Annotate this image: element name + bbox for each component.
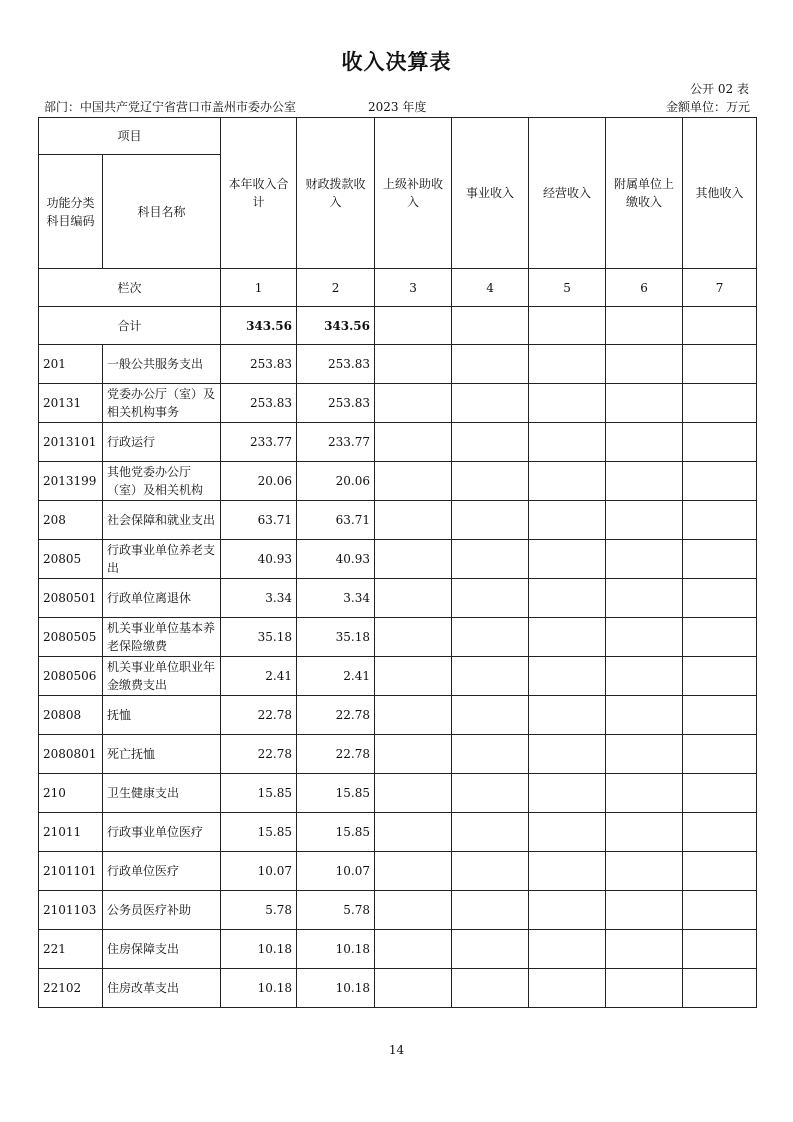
- subject-code: 201: [39, 345, 103, 384]
- empty-cell: [683, 501, 757, 540]
- subject-name: [103, 735, 221, 774]
- empty-cell: [529, 345, 606, 384]
- header-row-project: [39, 118, 757, 155]
- income-total: 10.18: [221, 969, 297, 1008]
- subject-name: [103, 384, 221, 423]
- total-fiscal: 343.56: [297, 307, 375, 345]
- table-row: [39, 579, 757, 618]
- subject-name-text: 行政事业单位养老支出: [107, 543, 216, 575]
- subject-name-text: 行政运行: [107, 435, 156, 449]
- empty-cell: [375, 579, 452, 618]
- subject-code: 2101101: [39, 852, 103, 891]
- empty-cell: [683, 423, 757, 462]
- meta-line: [44, 98, 750, 114]
- empty-cell: [606, 307, 683, 345]
- income-total: 253.83: [221, 345, 297, 384]
- empty-cell: [529, 579, 606, 618]
- empty-cell: [606, 462, 683, 501]
- fiscal-income: 2.41: [297, 657, 375, 696]
- empty-cell: [452, 969, 529, 1008]
- empty-cell: [375, 969, 452, 1008]
- empty-cell: [683, 384, 757, 423]
- empty-cell: [375, 852, 452, 891]
- empty-cell: [452, 423, 529, 462]
- table-row: [39, 423, 757, 462]
- empty-cell: [683, 891, 757, 930]
- subject-name: [103, 813, 221, 852]
- income-total: 10.18: [221, 930, 297, 969]
- income-total: 20.06: [221, 462, 297, 501]
- header-col-3: 上级补助收入: [375, 118, 452, 269]
- empty-cell: [452, 618, 529, 657]
- fiscal-income: 10.18: [297, 969, 375, 1008]
- subject-code: 2013101: [39, 423, 103, 462]
- table-row: [39, 891, 757, 930]
- empty-cell: [683, 969, 757, 1008]
- empty-cell: [606, 930, 683, 969]
- subject-name: [103, 930, 221, 969]
- header-col-5: 经营收入: [529, 118, 606, 269]
- empty-cell: [606, 852, 683, 891]
- subject-name-text: 机关事业单位职业年金缴费支出: [107, 660, 216, 692]
- empty-cell: [606, 423, 683, 462]
- subject-name: [103, 657, 221, 696]
- subject-code: 21011: [39, 813, 103, 852]
- empty-cell: [683, 345, 757, 384]
- income-total: 40.93: [221, 540, 297, 579]
- table-row: [39, 618, 757, 657]
- fiscal-income: 35.18: [297, 618, 375, 657]
- subject-code: 2080505: [39, 618, 103, 657]
- fiscal-income: 20.06: [297, 462, 375, 501]
- column-number-row: [39, 269, 757, 307]
- empty-cell: [683, 579, 757, 618]
- subject-code: 2080506: [39, 657, 103, 696]
- empty-cell: [452, 384, 529, 423]
- year-label: 2023 年度: [368, 100, 427, 114]
- empty-cell: [529, 384, 606, 423]
- empty-cell: [375, 345, 452, 384]
- subject-name-text: 党委办公厅（室）及相关机构事务: [107, 387, 216, 419]
- empty-cell: [606, 618, 683, 657]
- fiscal-income: 22.78: [297, 696, 375, 735]
- empty-cell: [452, 852, 529, 891]
- empty-cell: [529, 774, 606, 813]
- income-total: 233.77: [221, 423, 297, 462]
- subject-code: 2101103: [39, 891, 103, 930]
- empty-cell: [529, 852, 606, 891]
- empty-cell: [606, 891, 683, 930]
- empty-cell: [606, 813, 683, 852]
- table-row: [39, 540, 757, 579]
- empty-cell: [683, 774, 757, 813]
- col-number: 6: [606, 269, 683, 307]
- empty-cell: [529, 696, 606, 735]
- header-col-4: 事业收入: [452, 118, 529, 269]
- empty-cell: [606, 345, 683, 384]
- empty-cell: [452, 501, 529, 540]
- header-col-2: 财政拨款收入: [297, 118, 375, 269]
- fiscal-income: 3.34: [297, 579, 375, 618]
- empty-cell: [683, 930, 757, 969]
- table-row: [39, 501, 757, 540]
- table-row: [39, 657, 757, 696]
- empty-cell: [452, 696, 529, 735]
- empty-cell: [452, 657, 529, 696]
- empty-cell: [452, 930, 529, 969]
- fiscal-income: 10.07: [297, 852, 375, 891]
- table-row: [39, 969, 757, 1008]
- income-total: 253.83: [221, 384, 297, 423]
- empty-cell: [375, 618, 452, 657]
- subject-code: 210: [39, 774, 103, 813]
- income-total: 63.71: [221, 501, 297, 540]
- empty-cell: [606, 501, 683, 540]
- income-total: 15.85: [221, 813, 297, 852]
- empty-cell: [683, 735, 757, 774]
- col-number: 3: [375, 269, 452, 307]
- income-table: [38, 117, 757, 1008]
- col-number: 5: [529, 269, 606, 307]
- subject-code: 20131: [39, 384, 103, 423]
- empty-cell: [606, 579, 683, 618]
- subject-code: 20808: [39, 696, 103, 735]
- subject-name: [103, 852, 221, 891]
- unit-label: 金额单位：万元: [665, 100, 750, 114]
- empty-cell: [529, 423, 606, 462]
- subject-name-text: 抚恤: [107, 708, 132, 722]
- empty-cell: [375, 423, 452, 462]
- empty-cell: [683, 540, 757, 579]
- subject-name-text: 住房保障支出: [107, 942, 180, 956]
- subject-name-text: 公务员医疗补助: [107, 903, 192, 917]
- col-number: 7: [683, 269, 757, 307]
- empty-cell: [529, 813, 606, 852]
- income-total: 22.78: [221, 696, 297, 735]
- empty-cell: [529, 891, 606, 930]
- table-row: [39, 696, 757, 735]
- empty-cell: [529, 969, 606, 1008]
- empty-cell: [529, 657, 606, 696]
- empty-cell: [683, 462, 757, 501]
- fiscal-income: 233.77: [297, 423, 375, 462]
- table-row: [39, 345, 757, 384]
- empty-cell: [375, 501, 452, 540]
- income-total: 22.78: [221, 735, 297, 774]
- empty-cell: [452, 813, 529, 852]
- page-number: 14: [388, 1043, 405, 1057]
- subject-name-text: 行政单位离退休: [107, 591, 192, 605]
- empty-cell: [683, 307, 757, 345]
- subject-code: 2080801: [39, 735, 103, 774]
- table-row: [39, 930, 757, 969]
- col-number: 4: [452, 269, 529, 307]
- empty-cell: [683, 657, 757, 696]
- empty-cell: [606, 969, 683, 1008]
- empty-cell: [452, 307, 529, 345]
- fiscal-income: 253.83: [297, 345, 375, 384]
- empty-cell: [529, 618, 606, 657]
- empty-cell: [452, 579, 529, 618]
- fiscal-income: 15.85: [297, 774, 375, 813]
- income-total: 5.78: [221, 891, 297, 930]
- subject-name: [103, 462, 221, 501]
- subject-code: 2013199: [39, 462, 103, 501]
- empty-cell: [606, 696, 683, 735]
- table-row: [39, 774, 757, 813]
- empty-cell: [606, 735, 683, 774]
- department-label: 部门：中国共产党辽宁省营口市盖州市委办公室: [44, 100, 297, 114]
- col-number: 2: [297, 269, 375, 307]
- empty-cell: [375, 774, 452, 813]
- empty-cell: [452, 540, 529, 579]
- empty-cell: [529, 501, 606, 540]
- subject-name-text: 机关事业单位基本养老保险缴费: [107, 621, 216, 653]
- subject-name: [103, 501, 221, 540]
- empty-cell: [375, 307, 452, 345]
- fiscal-income: 22.78: [297, 735, 375, 774]
- empty-cell: [375, 891, 452, 930]
- income-total: 35.18: [221, 618, 297, 657]
- empty-cell: [529, 930, 606, 969]
- empty-cell: [375, 813, 452, 852]
- table-row: [39, 735, 757, 774]
- fiscal-income: 40.93: [297, 540, 375, 579]
- fiscal-income: 63.71: [297, 501, 375, 540]
- empty-cell: [452, 462, 529, 501]
- subject-name: [103, 618, 221, 657]
- subject-name: [103, 579, 221, 618]
- empty-cell: [529, 735, 606, 774]
- income-total: 2.41: [221, 657, 297, 696]
- subject-name: [103, 345, 221, 384]
- empty-cell: [452, 735, 529, 774]
- header-col-1: 本年收入合计: [221, 118, 297, 269]
- subject-name-text: 行政单位医疗: [107, 864, 180, 878]
- subject-name: [103, 540, 221, 579]
- subject-code: 221: [39, 930, 103, 969]
- subject-code: 208: [39, 501, 103, 540]
- empty-cell: [375, 384, 452, 423]
- empty-cell: [375, 540, 452, 579]
- empty-cell: [375, 696, 452, 735]
- subject-name-text: 其他党委办公厅（室）及相关机构: [107, 465, 204, 497]
- empty-cell: [683, 696, 757, 735]
- header-col-7: 其他收入: [683, 118, 757, 269]
- income-total: 3.34: [221, 579, 297, 618]
- fiscal-income: 10.18: [297, 930, 375, 969]
- data-rows: [39, 345, 757, 1008]
- table-row: [39, 384, 757, 423]
- subject-name: [103, 891, 221, 930]
- empty-cell: [529, 540, 606, 579]
- subject-code: 22102: [39, 969, 103, 1008]
- empty-cell: [375, 735, 452, 774]
- empty-cell: [683, 813, 757, 852]
- empty-cell: [452, 774, 529, 813]
- col-label: 栏次: [39, 269, 221, 307]
- table-row: [39, 462, 757, 501]
- header-project: 项目: [39, 118, 221, 155]
- fiscal-income: 15.85: [297, 813, 375, 852]
- table-row: [39, 852, 757, 891]
- empty-cell: [529, 307, 606, 345]
- subject-name-text: 一般公共服务支出: [107, 357, 204, 371]
- fiscal-income: 5.78: [297, 891, 375, 930]
- subject-name: [103, 696, 221, 735]
- subject-name: [103, 423, 221, 462]
- empty-cell: [529, 462, 606, 501]
- subject-name-text: 行政事业单位医疗: [107, 825, 204, 839]
- empty-cell: [606, 540, 683, 579]
- empty-cell: [606, 657, 683, 696]
- subject-name-text: 卫生健康支出: [107, 786, 180, 800]
- empty-cell: [606, 774, 683, 813]
- empty-cell: [683, 852, 757, 891]
- header-col-6: 附属单位上缴收入: [606, 118, 683, 269]
- subject-code: 2080501: [39, 579, 103, 618]
- empty-cell: [452, 345, 529, 384]
- subject-name-text: 社会保障和就业支出: [107, 513, 216, 527]
- total-row: [39, 307, 757, 345]
- col-number: 1: [221, 269, 297, 307]
- subject-name-text: 住房改革支出: [107, 981, 180, 995]
- page-title: 收入决算表: [341, 50, 452, 74]
- empty-cell: [452, 891, 529, 930]
- empty-cell: [606, 384, 683, 423]
- header-name: 科目名称: [103, 155, 221, 269]
- subject-name: [103, 969, 221, 1008]
- total-label: 合计: [39, 307, 221, 345]
- empty-cell: [375, 462, 452, 501]
- header-code: 功能分类科目编码: [39, 155, 103, 269]
- empty-cell: [375, 657, 452, 696]
- income-total: 15.85: [221, 774, 297, 813]
- subject-code: 20805: [39, 540, 103, 579]
- form-number: 公开 02 表: [690, 82, 749, 96]
- subject-name: [103, 774, 221, 813]
- empty-cell: [683, 618, 757, 657]
- total-income: 343.56: [221, 307, 297, 345]
- fiscal-income: 253.83: [297, 384, 375, 423]
- income-total: 10.07: [221, 852, 297, 891]
- subject-name-text: 死亡抚恤: [107, 747, 156, 761]
- empty-cell: [375, 930, 452, 969]
- table-row: [39, 813, 757, 852]
